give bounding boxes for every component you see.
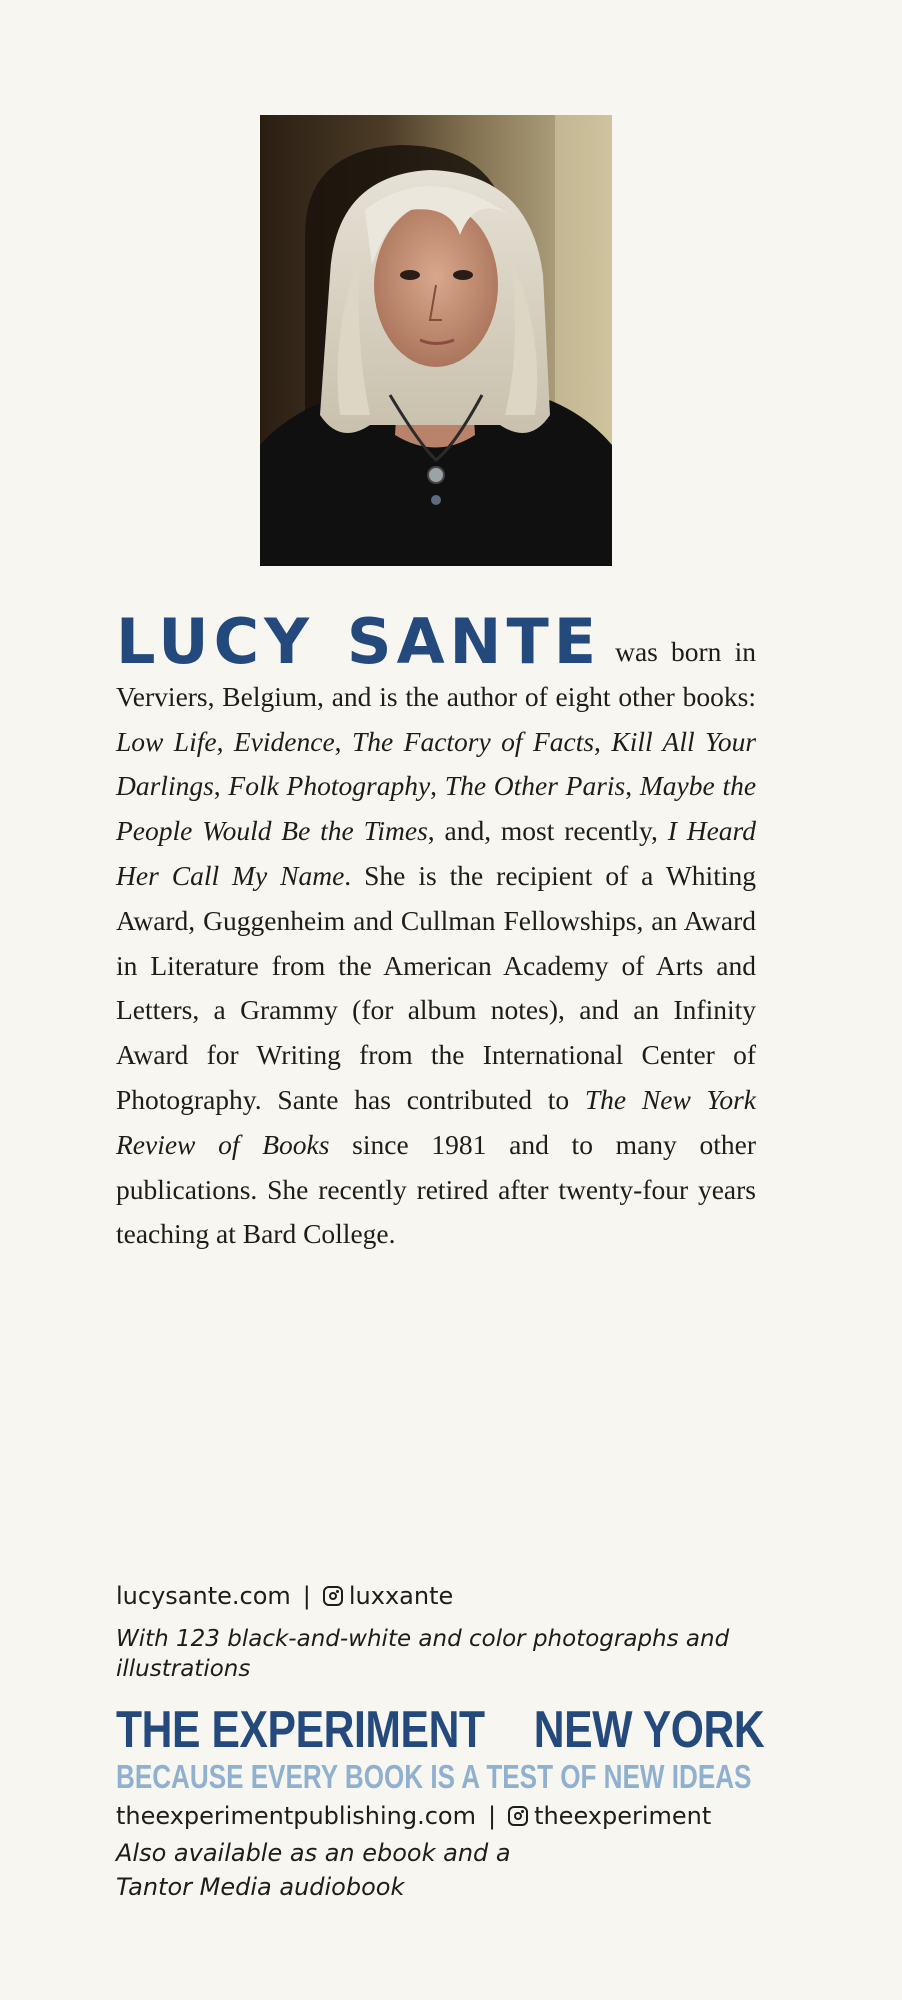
bio-text: , [216,725,234,757]
bio-text: , [334,725,352,757]
author-instagram-handle[interactable]: luxxante [348,1582,454,1610]
book-title: Kill All Your Darlings [116,725,757,802]
book-title: Folk Photography [228,770,431,802]
book-title: I Heard Her Call My Name [116,815,756,891]
bio-text: , [594,725,612,757]
availability-note: Also available as an ebook and a Tantor Media audiobook [116,1839,511,1901]
publisher-tagline: BECAUSE EVERY BOOK IS A TEST OF NEW IDEAS [116,1758,752,1795]
footer [116,1580,765,1904]
publication-title: The New York Review of Books [116,1083,756,1160]
separator: | [302,1582,311,1610]
book-title: Evidence [233,725,335,757]
publisher-links [116,1800,756,1832]
bio-text: , [625,770,640,802]
bio-text: , and, most recently, [427,815,668,847]
publisher-city: NEW YORK [533,1701,765,1759]
author-links [116,1580,756,1612]
instagram-icon [323,1586,343,1606]
publisher-logo [116,1701,765,1759]
publisher-website-link[interactable]: theexperimentpublishing.com [116,1802,476,1830]
publisher-name: THE EXPERIMENT [116,1701,485,1759]
author-name: LUCY SANTE [116,605,602,678]
book-title: The Other Paris [444,770,626,802]
author-website-link[interactable]: lucysante.com [116,1582,291,1610]
photo-note: With 123 black-and-white and color photographs and illustrations [116,1626,730,1682]
author-bio [116,605,757,1257]
book-title: The Factory of Facts [351,725,595,757]
book-title: Maybe the People Would Be the Times [116,770,757,847]
bio-text: was born in Verviers, Belgium, and is the author of eight other books: [116,636,756,712]
separator: | [487,1802,497,1830]
bio-text: , [430,770,445,802]
publisher-instagram-handle[interactable]: theexperiment [534,1802,712,1830]
instagram-icon [508,1806,528,1826]
author-photo [260,115,612,566]
book-title: Low Life [116,725,217,757]
bio-text: . She is the recipient of a Whiting Award, Guggenheim and Cullman Fellowships, an Award in Literature from the American Academy of Arts and Letters, a Grammy (for album notes), and an Infinity Award for Writing from the International Center of Photography. Sante has contributed to [116,859,756,1115]
bio-text: since 1981 and to many other publications. She recently retired after twenty-four years teaching at Bard College. [116,1128,757,1250]
bio-text: , [213,770,229,802]
